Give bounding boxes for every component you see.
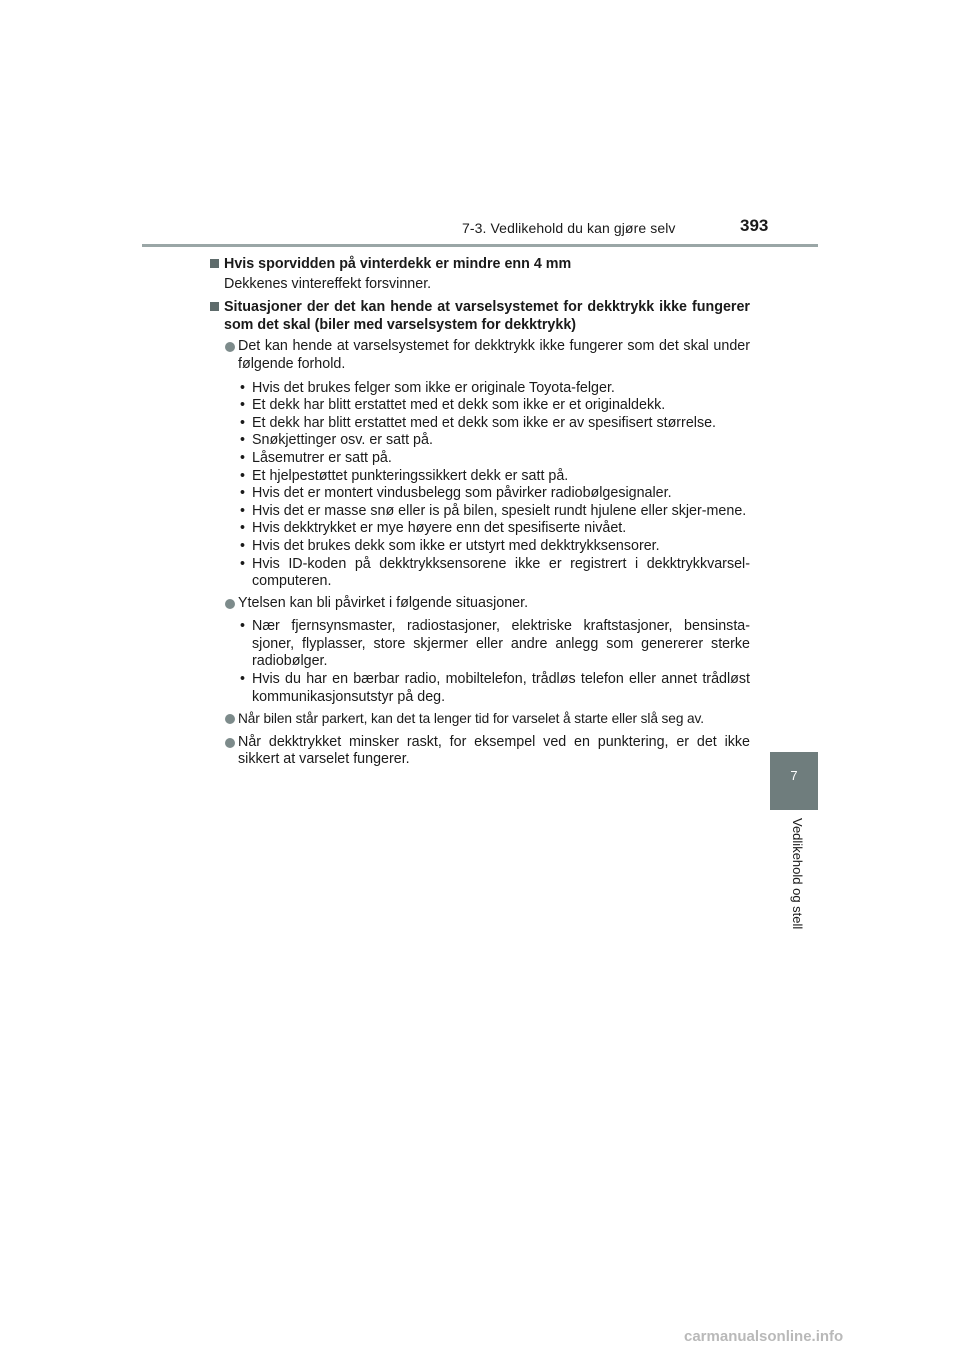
list-item: • Hvis det er montert vindusbelegg som påvirker radiobølgesignaler. <box>238 485 750 503</box>
square-bullet-icon <box>210 259 219 268</box>
section-heading: Hvis sporvidden på vinterdekk er mindre enn 4 mm <box>224 256 572 272</box>
round-bullet-icon <box>225 342 235 352</box>
list-item: • Hvis du har en bærbar radio, mobiltelefon, trådløs telefon eller annet trådløst kommunikasjonsutstyr på deg. <box>238 671 750 706</box>
list-item: • Et hjelpestøttet punkteringssikkert dekk er satt på. <box>238 468 750 486</box>
bullet-text: Når bilen står parkert, kan det ta lenger tid for varselet å starte eller slå seg av. <box>238 711 704 727</box>
bullet-text: Når dekktrykket minsker raskt, for eksempel ved en punktering, er det ikke sikkert at varselet fungerer. <box>238 733 750 768</box>
bullet-item <box>210 710 750 728</box>
section-tpms-situations <box>210 299 750 334</box>
chapter-tab <box>770 752 818 810</box>
square-bullet-icon <box>210 302 219 311</box>
bullet-text: Ytelsen kan bli påvirket i følgende situasjoner. <box>238 594 529 611</box>
list-item: • Et dekk har blitt erstattet med et dekk som ikke er av spesifisert størrelse. <box>238 415 750 433</box>
page-number: 393 <box>740 216 769 235</box>
list-item: • Nær fjernsynsmaster, radiostasjoner, elektriske kraftstasjoner, bensinsta-sjoner, flyplasser, store skjermer eller andre anlegg som genererer sterke radiobølger. <box>238 618 750 671</box>
watermark-link[interactable]: carmanualsonline.info <box>684 1328 844 1345</box>
list-item: • Hvis det brukes dekk som ikke er utstyrt med dekktrykksensorer. <box>238 538 750 556</box>
list-item: • Hvis ID-koden på dekktrykksensorene ikke er registrert i dekktrykkvarsel-computeren. <box>238 556 750 591</box>
list-item: • Hvis det er masse snø eller is på bilen, spesielt rundt hjulene eller skjer-mene. <box>238 503 750 521</box>
bullet-text: Det kan hende at varselsystemet for dekktrykk ikke fungerer som det skal under følgende forhold. <box>238 338 750 372</box>
section-text: Dekkenes vintereffekt forsvinner. <box>224 275 432 292</box>
round-bullet-icon <box>225 738 235 748</box>
list-item: • Låsemutrer er satt på. <box>238 450 750 468</box>
list-item: • Hvis det brukes felger som ikke er originale Toyota-felger. <box>238 380 750 398</box>
bullet-item <box>210 595 750 613</box>
page-content <box>210 256 750 775</box>
chapter-number: 7 <box>790 768 798 783</box>
bullet-item <box>210 338 750 373</box>
bullet-item <box>210 734 750 769</box>
round-bullet-icon <box>225 714 235 724</box>
round-bullet-icon <box>225 599 235 609</box>
header-divider <box>142 244 818 247</box>
section-title: 7-3. Vedlikehold du kan gjøre selv <box>462 220 676 236</box>
situation-list <box>210 618 750 706</box>
section-heading: Situasjoner der det kan hende at varselsystemet for dekktrykk ikke fungerer som det skal (biler med varselsystem for dekktrykk) <box>224 299 750 333</box>
chapter-label: Vedlikehold og stell <box>790 818 805 930</box>
list-item: • Snøkjettinger osv. er satt på. <box>238 432 750 450</box>
section-winter-tires <box>210 256 750 293</box>
list-item: • Et dekk har blitt erstattet med et dekk som ikke er et originaldekk. <box>238 397 750 415</box>
list-item: • Hvis dekktrykket er mye høyere enn det spesifiserte nivået. <box>238 520 750 538</box>
condition-list <box>210 380 750 591</box>
